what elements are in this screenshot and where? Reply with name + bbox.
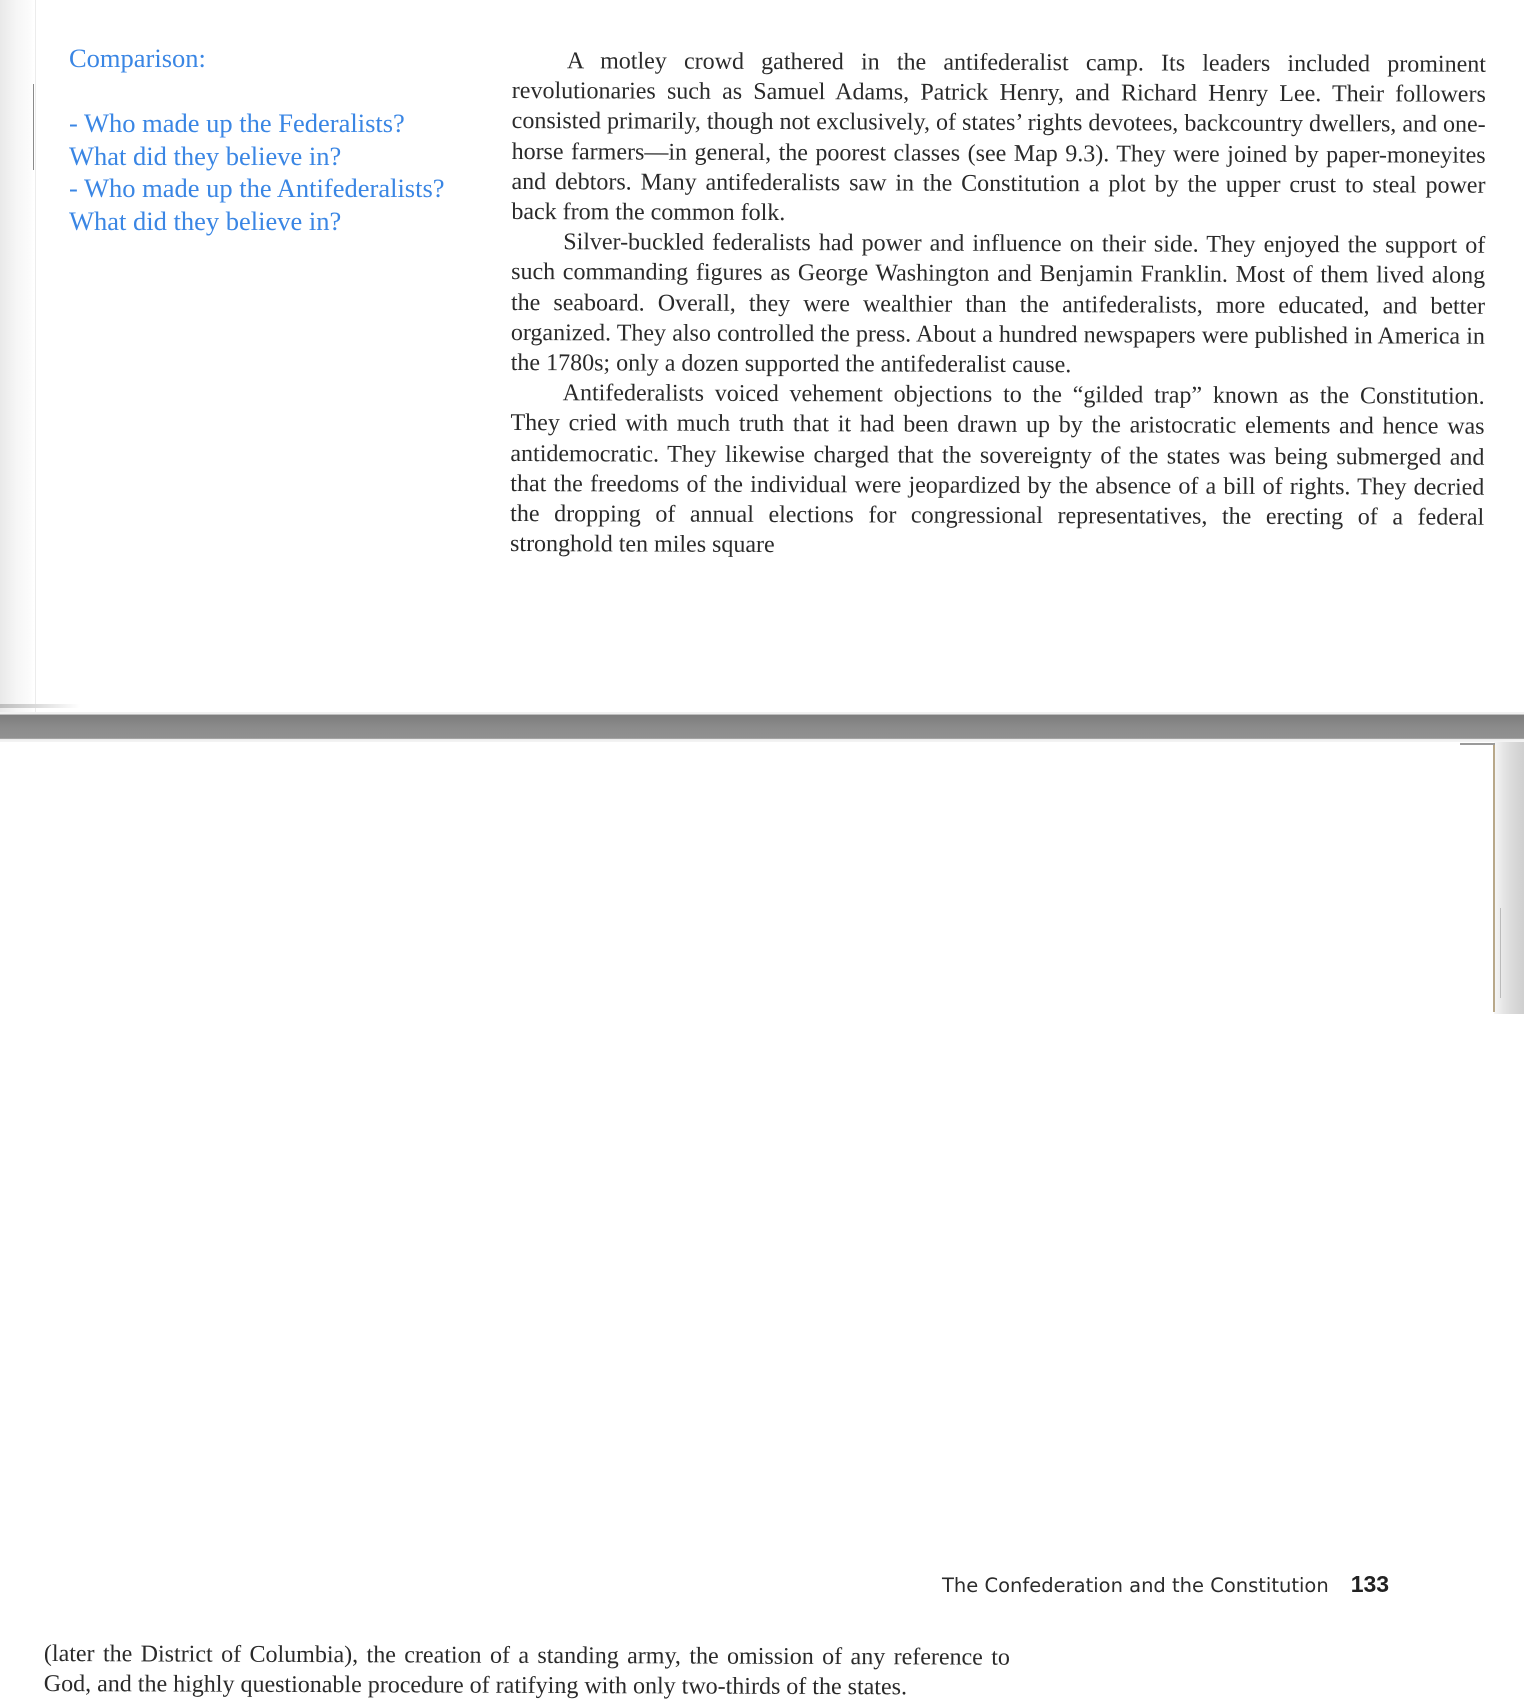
paragraph-federalists: Silver-buckled federalists had power and influence on their side. They enjoyed the support of such commanding figures as George Washington and Benjamin Franklin. Most of them lived along the seaboard. Overall, they were wealthier than the antifederalists, more educated, and better organized. They also controlled the press. About a hundred newspapers were published in America in the 1780s; only a dozen supported the antifederalist cause. <box>510 229 1486 379</box>
lower-page-scan <box>0 742 1524 1700</box>
upper-page-scan <box>0 0 1524 712</box>
page-margin-mark-right <box>1500 908 1501 998</box>
annotation-heading: Comparison: <box>69 43 206 73</box>
textbook-body-text <box>510 46 1486 563</box>
page-corner-shadow <box>0 704 80 708</box>
comparison-annotation <box>69 42 499 237</box>
page-binding-line <box>35 0 36 712</box>
annotation-question-federalists-beliefs: What did they believe in? <box>69 140 342 171</box>
page-number: 133 <box>1350 1571 1390 1597</box>
paragraph-antifederalist-camp: A motley crowd gathered in the antifederalist camp. Its leaders included prominent revolutionaries such as Samuel Adams, Patrick Henry, and Richard Henry Lee. Their followers consisted primarily, though not exclusively, of states’ rights devotees, backcountry dwellers, and one-horse farmers—in general, the poorest classes (see Map 9.3). They were joined by paper-moneyites and debtors. Many antifederalists saw in the Constitution a plot by the upper crust to steal power back from the common folk. <box>511 48 1486 227</box>
paragraph-continued: (later the District of Columbia), the creation of a standing army, the omission of any reference to God, and the highly questionable procedure of ratifying with only two-thirds of the states. <box>43 1641 1010 1700</box>
annotation-question-antifederalists: - Who made up the Antifederalists? <box>69 173 445 203</box>
page-separator-bar <box>0 712 1524 742</box>
page-edge-top <box>1460 743 1495 745</box>
annotation-question-antifederalists-beliefs: What did they believe in? <box>69 205 342 236</box>
page-edge-right <box>1493 744 1495 1012</box>
page-binding-shadow-left <box>0 0 34 712</box>
continued-body-text <box>44 1640 1010 1703</box>
paragraph-antifederalist-objections: Antifederalists voiced vehement objections to the “gilded trap” known as the Constitution. They cried with much truth that it had been drawn up by the aristocratic elements and hence was antidemocratic. They likewise charged that the sovereignty of the states was being submerged and that the freedoms of the individual were jeopardized by the absence of a bill of rights. They decried the dropping of annual elections for congressional representatives, the erecting of a federal stronghold ten miles square <box>510 380 1485 559</box>
annotation-question-federalists: - Who made up the Federalists? <box>69 108 405 138</box>
chapter-title: The Confederation and the Constitution <box>942 1574 1329 1597</box>
page-binding-shadow-right <box>1494 742 1524 1014</box>
running-header <box>942 1570 1389 1600</box>
page-margin-mark <box>33 84 34 170</box>
